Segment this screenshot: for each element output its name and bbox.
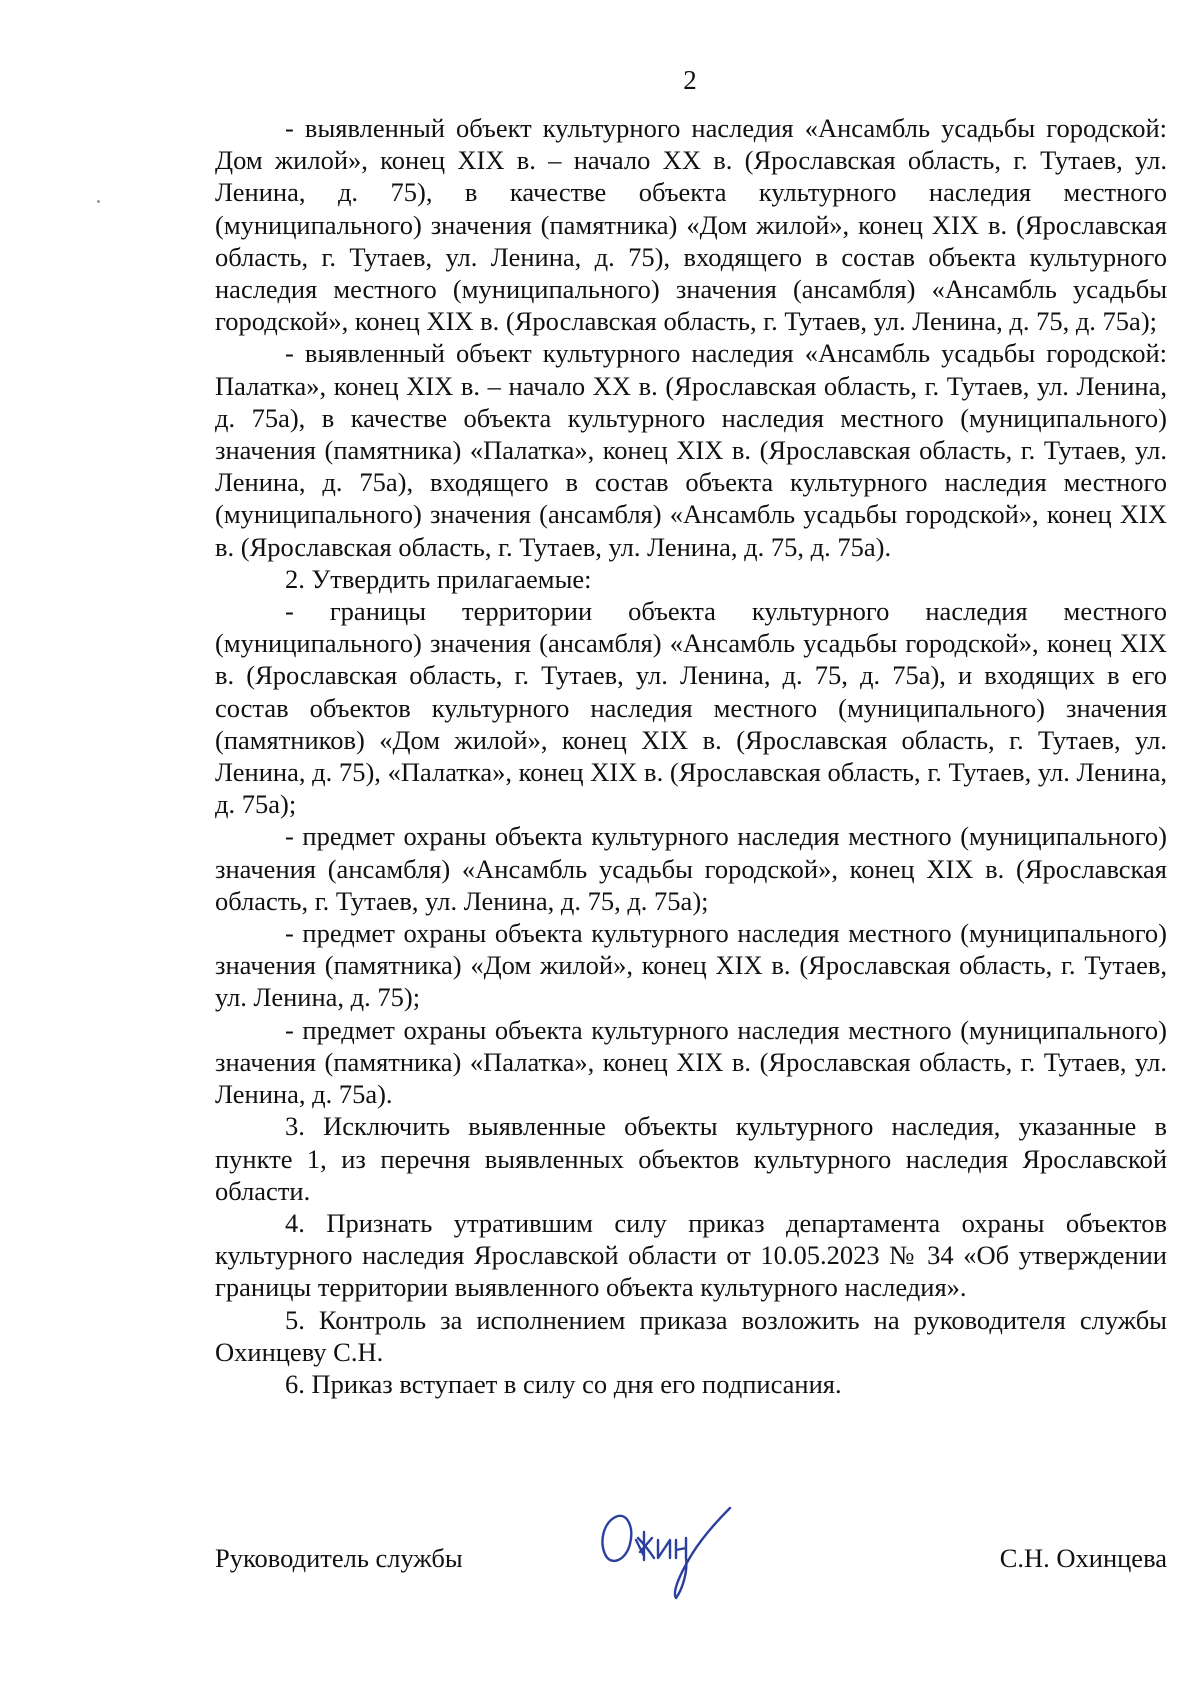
- paragraph-2-item-protection-dom: - предмет охраны объекта культурного наследия местного (муниципального) значения (памятника) «Дом жилой», конец XIX в. (Ярославская область, г. Тутаев, ул. Ленина, д. 75);: [215, 918, 1167, 1013]
- signatory-name: С.Н. Охинцева: [999, 1543, 1167, 1573]
- paragraph-1-item-dom-zhiloy: - выявленный объект культурного наследия «Ансамбль усадьбы городской: Дом жилой», конец XIX в. – начало XX в. (Ярославская область, г. Тутаев, ул. Ленина, д. 75), в качестве объекта культурного наследия местного (муниципального) значения (памятника) «Дом жилой», конец XIX в. (Ярославская область, г. Тутаев, ул. Ленина, д. 75), входящего в состав объекта культурного наследия местного (муниципального) значения (ансамбля) «Ансамбль усадьбы городской», конец XIX в. (Ярославская область, г. Тутаев, ул. Ленина, д. 75, д. 75а);: [215, 113, 1167, 337]
- paragraph-2-item-protection-palatka: - предмет охраны объекта культурного наследия местного (муниципального) значения (памятника) «Палатка», конец XIX в. (Ярославская область, г. Тутаев, ул. Ленина, д. 75а).: [215, 1014, 1167, 1110]
- handwritten-signature: [590, 1494, 740, 1604]
- paragraph-3: 3. Исключить выявленные объекты культурного наследия, указанные в пункте 1, из перечня выявленных объектов культурного наследия Ярославской области.: [215, 1111, 1167, 1206]
- signature-block: [215, 1512, 1167, 1642]
- page-number: 2: [683, 65, 697, 95]
- paragraph-2-item-borders: - границы территории объекта культурного наследия местного (муниципального) значения (ансамбля) «Ансамбль усадьбы городской», конец XIX в. (Ярославская область, г. Тутаев, ул. Ленина, д. 75, д. 75а), и входящих в его состав объектов культурного наследия местного (муниципального) значения (памятников) «Дом жилой», конец XIX в. (Ярославская область, г. Тутаев, ул. Ленина, д. 75), «Палатка», конец XIX в. (Ярославская область, г. Тутаев, ул. Ленина, д. 75а);: [215, 596, 1167, 820]
- paragraph-2-heading: 2. Утвердить прилагаемые:: [285, 563, 592, 594]
- paragraph-5: 5. Контроль за исполнением приказа возложить на руководителя службы Охинцеву С.Н.: [215, 1304, 1167, 1367]
- paragraph-6: 6. Приказ вступает в силу со дня его подписания.: [285, 1368, 842, 1399]
- paragraph-4: 4. Признать утратившим силу приказ департамента охраны объектов культурного наследия Ярославской области от 10.05.2023 № 34 «Об утверждении границы территории выявленного объекта культурного наследия».: [215, 1207, 1167, 1303]
- document-body: [215, 112, 1167, 1400]
- paragraph-2-item-protection-ensemble: - предмет охраны объекта культурного наследия местного (муниципального) значения (ансамбля) «Ансамбль усадьбы городской», конец XIX в. (Ярославская область, г. Тутаев, ул. Ленина, д. 75, д. 75а);: [215, 821, 1167, 916]
- paragraph-1-item-palatka: - выявленный объект культурного наследия «Ансамбль усадьбы городской: Палатка», конец XIX в. – начало XX в. (Ярославская область, г. Тутаев, ул. Ленина, д. 75а), в качестве объекта культурного наследия местного (муниципального) значения (памятника) «Палатка», конец XIX в. (Ярославская область, г. Тутаев, ул. Ленина, д. 75а), входящего в состав объекта культурного наследия местного (муниципального) значения (ансамбля) «Ансамбль усадьбы городской», конец XIX в. (Ярославская область, г. Тутаев, ул. Ленина, д. 75, д. 75а).: [215, 338, 1167, 562]
- signatory-title: Руководитель службы: [215, 1543, 463, 1573]
- scan-speck: [97, 200, 100, 203]
